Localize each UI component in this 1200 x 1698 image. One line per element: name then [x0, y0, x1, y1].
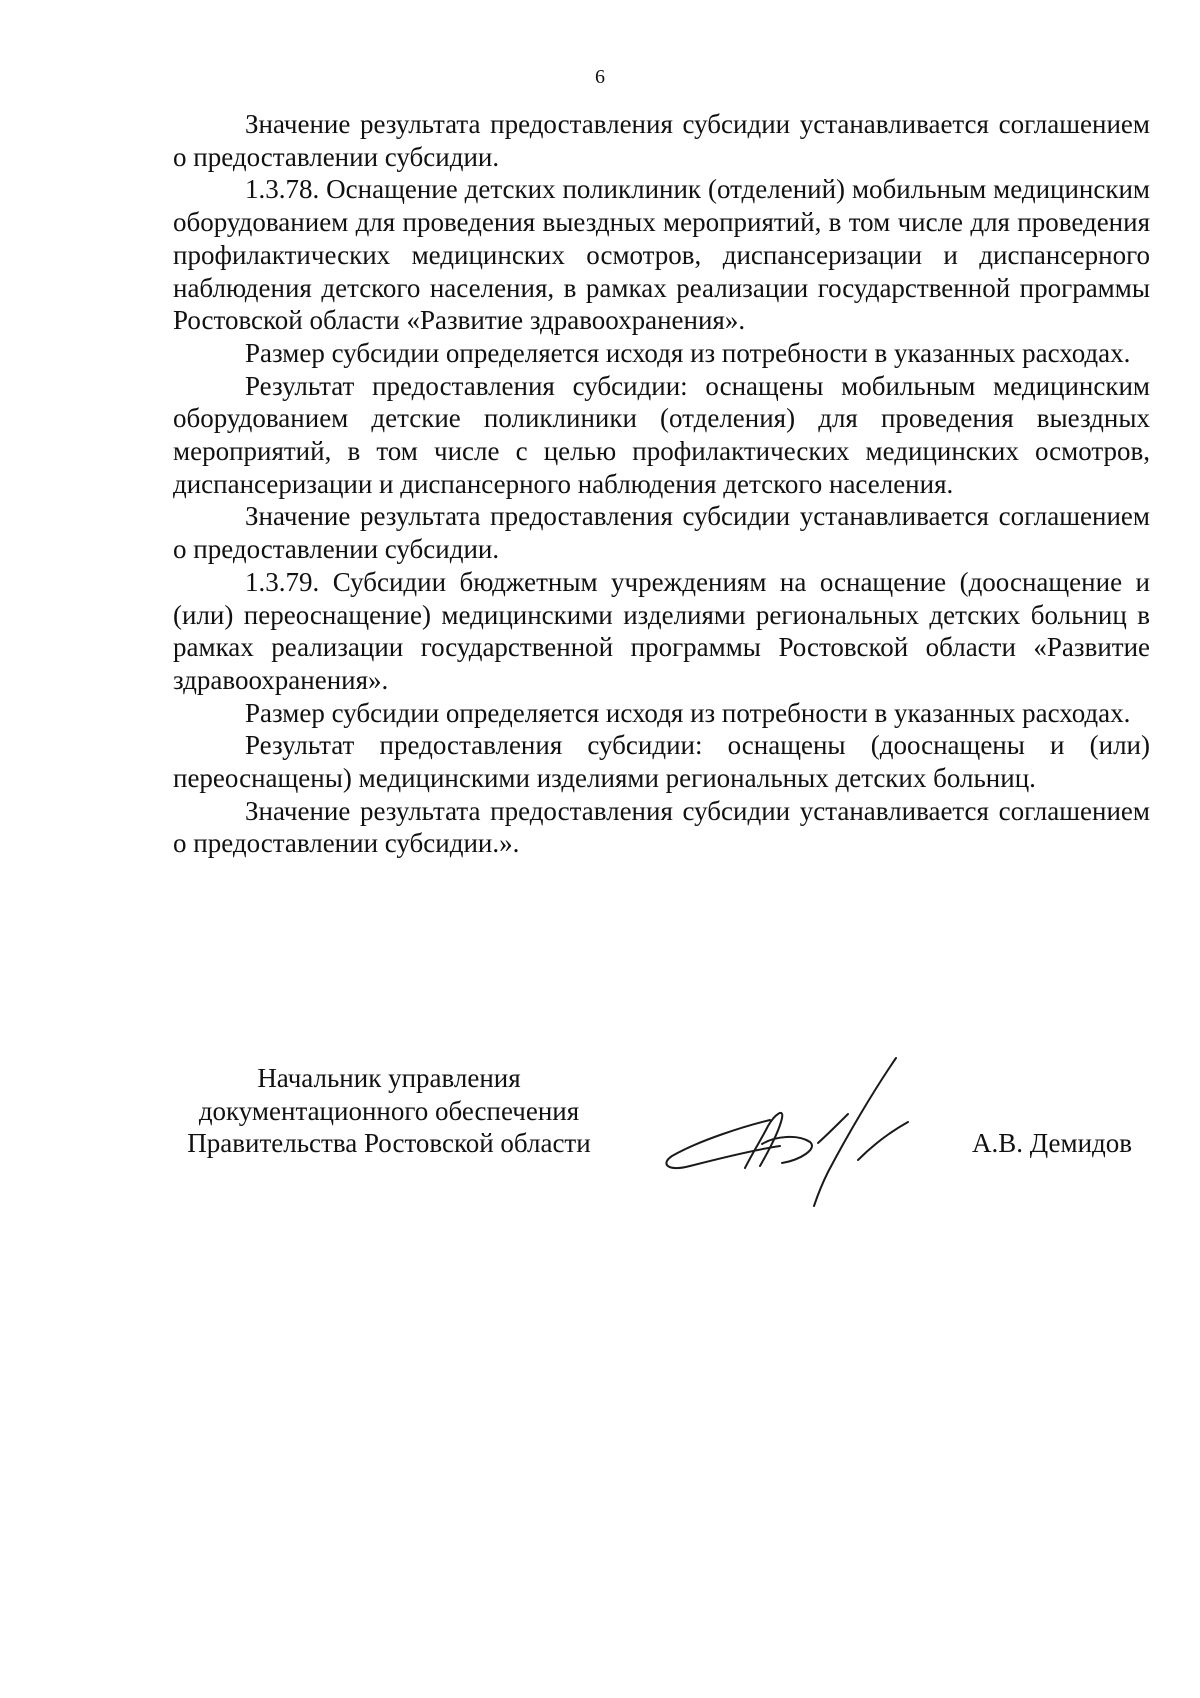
signatory-title — [170, 1062, 608, 1160]
signature-block — [150, 1062, 1160, 1222]
paragraph-result-value-1: Значение результата предоставления субсидии устанавливается соглашением о предоставлении субсидии. — [173, 109, 1150, 172]
paragraph-subsidy-result-2: Результат предоставления субсидии: оснащены (дооснащены и (или) переоснащены) медицинскими изделиями региональных детских больниц. — [173, 730, 1150, 794]
signatory-title-line: Начальник управления — [257, 1063, 521, 1093]
paragraph-result-value-2: Значение результата предоставления субсидии устанавливается соглашением о предоставлении субсидии. — [173, 501, 1150, 565]
paragraph-subsidy-size-1: Размер субсидии определяется исходя из потребности в указанных расходах. — [245, 337, 1131, 368]
page-number: 6 — [595, 66, 605, 88]
paragraph-clause-1-3-79: 1.3.79. Субсидии бюджетным учреждениям на оснащение (дооснащение и (или) переоснащение) медицинскими изделиями региональных детских больниц в рамках реализации государственной программы Ростовской области «Развитие здравоохранения». — [173, 566, 1150, 695]
handwritten-signature — [650, 1048, 940, 1218]
paragraph-result-value-3: Значение результата предоставления субсидии устанавливается соглашением о предоставлении субсидии.». — [173, 795, 1150, 859]
paragraph-subsidy-result-1: Результат предоставления субсидии: оснащены мобильным медицинским оборудованием детские поликлиники (отделения) для проведения выездных мероприятий, в том числе с целью профилактических медицинских осмотров, диспансеризации и диспансерного наблюдения детского населения. — [173, 370, 1150, 499]
signature-stroke — [818, 1114, 848, 1143]
signature-stroke — [858, 1122, 908, 1160]
document-body — [173, 108, 1150, 860]
signatory-name: А.В. Демидов — [972, 1128, 1133, 1158]
signature-stroke — [814, 1058, 896, 1206]
signatory-title-line: Правительства Ростовской области — [187, 1128, 591, 1158]
paragraph-subsidy-size-2: Размер субсидии определяется исходя из потребности в указанных расходах. — [245, 697, 1131, 728]
signatory-title-line: документационного обеспечения — [198, 1095, 580, 1126]
paragraph-clause-1-3-78: 1.3.78. Оснащение детских поликлиник (отделений) мобильным медицинским оборудованием для проведения выездных мероприятий, в том числе для проведения профилактических медицинских осмотров, диспансеризации и диспансерного наблюдения детского населения, в рамках реализации государственной программы Ростовской области «Развитие здравоохранения». — [173, 174, 1150, 336]
